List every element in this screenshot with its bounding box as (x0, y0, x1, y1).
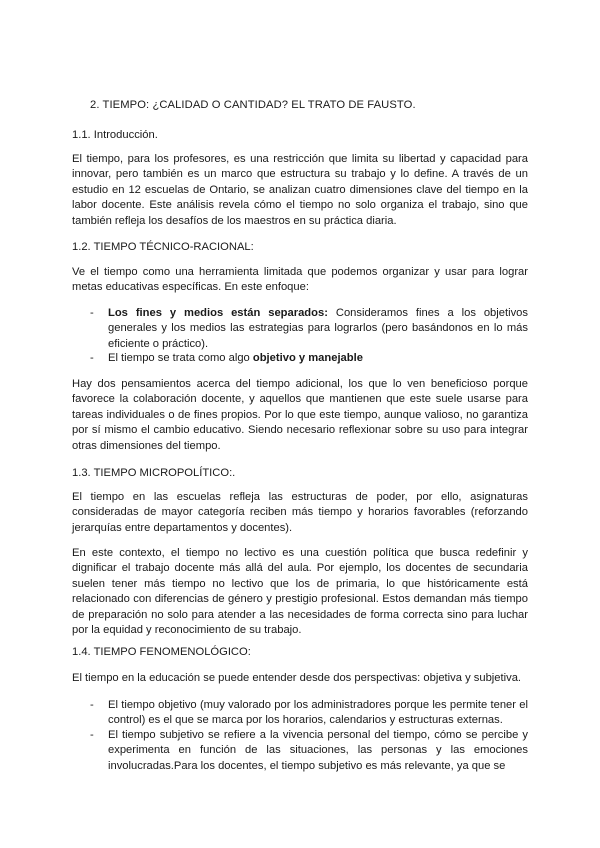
heading-micropolitico: 1.3. TIEMPO MICROPOLÍTICO:. (72, 467, 236, 479)
paragraph-tiempo-adicional: Hay dos pensamientos acerca del tiempo adicional, los que lo ven beneficioso porque favorece la colaboración docente, y aquellos que mantienen que este suele usarse para tareas individuales o de fines propios. Por lo que este tiempo, aunque valioso, no garantiza por sí mismo el cambio educativo. Siendo necesario reflexionar sobre su uso para integrar otras dimensiones del tiempo. (72, 378, 528, 452)
paragraph-fenomenologico-intro: El tiempo en la educación se puede entender desde dos perspectivas: objetiva y subjetiva. (72, 672, 522, 684)
heading-fenomenologico: 1.4. TIEMPO FENOMENOLÓGICO: (72, 646, 251, 658)
bold-phrase: Los fines y medios están separados: (108, 307, 328, 319)
list-item-start: El tiempo se trata como algo (108, 352, 253, 364)
list-item (90, 728, 528, 774)
heading-introduccion: 1.1. Introducción. (72, 129, 158, 141)
paragraph-micropolitico-1: El tiempo en las escuelas refleja las estructuras de poder, por ello, asignaturas consideradas de mayor categoría reciben más tiempo y horarios favorables (reforzando jerarquías entre departamentos y docentes). (72, 491, 528, 534)
list-dash: - (90, 699, 94, 711)
list-dash: - (90, 307, 94, 319)
list-item-text (108, 306, 528, 352)
list-dash: - (90, 352, 94, 364)
paragraph-micropolitico-2: En este contexto, el tiempo no lectivo es una cuestión política que busca redefinir y dignificar el trabajo docente más allá del aula. Por ejemplo, los docentes de secundaria suelen tener más tiempo no lectivo que los de primaria, lo que históricamente está relacionado con diferencias de género y prestigio profesional. Estos demandan más tiempo de preparación no solo para atender a las necesidades de forma correcta sino para luchar por la equidad y reconocimiento de su trabajo. (72, 547, 528, 637)
list-item (90, 306, 528, 352)
paragraph-introduccion: El tiempo, para los profesores, es una restricción que limita su libertad y capacidad para innovar, pero también es un marco que estructura su trabajo y lo define. A través de un estudio en 12 escuelas de Ontario, se analizan cuatro dimensiones clave del tiempo en la labor docente. Este análisis revela cómo el tiempo no solo organiza el trabajo, sino que también refleja los desafíos de los maestros en su práctica diaria. (72, 153, 528, 227)
list-dash: - (90, 729, 94, 741)
list-item-text (108, 351, 528, 366)
heading-tecnico-racional: 1.2. TIEMPO TÉCNICO-RACIONAL: (72, 241, 254, 253)
bold-phrase: objetivo y manejable (252, 352, 363, 364)
list-item (90, 351, 528, 366)
list-item-text: El tiempo objetivo (muy valorado por los administradores porque les permite tener el control) es el que se marca por los horarios, calendarios y estructuras externas. (108, 699, 528, 727)
section-title: 2. TIEMPO: ¿CALIDAD O CANTIDAD? EL TRATO DE FAUSTO. (90, 99, 416, 111)
list-item (90, 698, 528, 729)
list-item-text: El tiempo subjetivo se refiere a la vivencia personal del tiempo, cómo se percibe y experimenta en función de las situaciones, las personas y las emociones involucradas.Para los docentes, el tiempo subjetivo es más relevante, ya que se (108, 729, 528, 772)
list-item-rest: Consideramos fines a los objetivos generales y los medios las estrategias para lograrlos (pero basándonos en lo más eficiente o práctico). (108, 307, 528, 350)
paragraph-tecnico-racional-intro: Ve el tiempo como una herramienta limitada que podemos organizar y usar para lograr metas educativas específicas. En este enfoque: (72, 266, 528, 294)
